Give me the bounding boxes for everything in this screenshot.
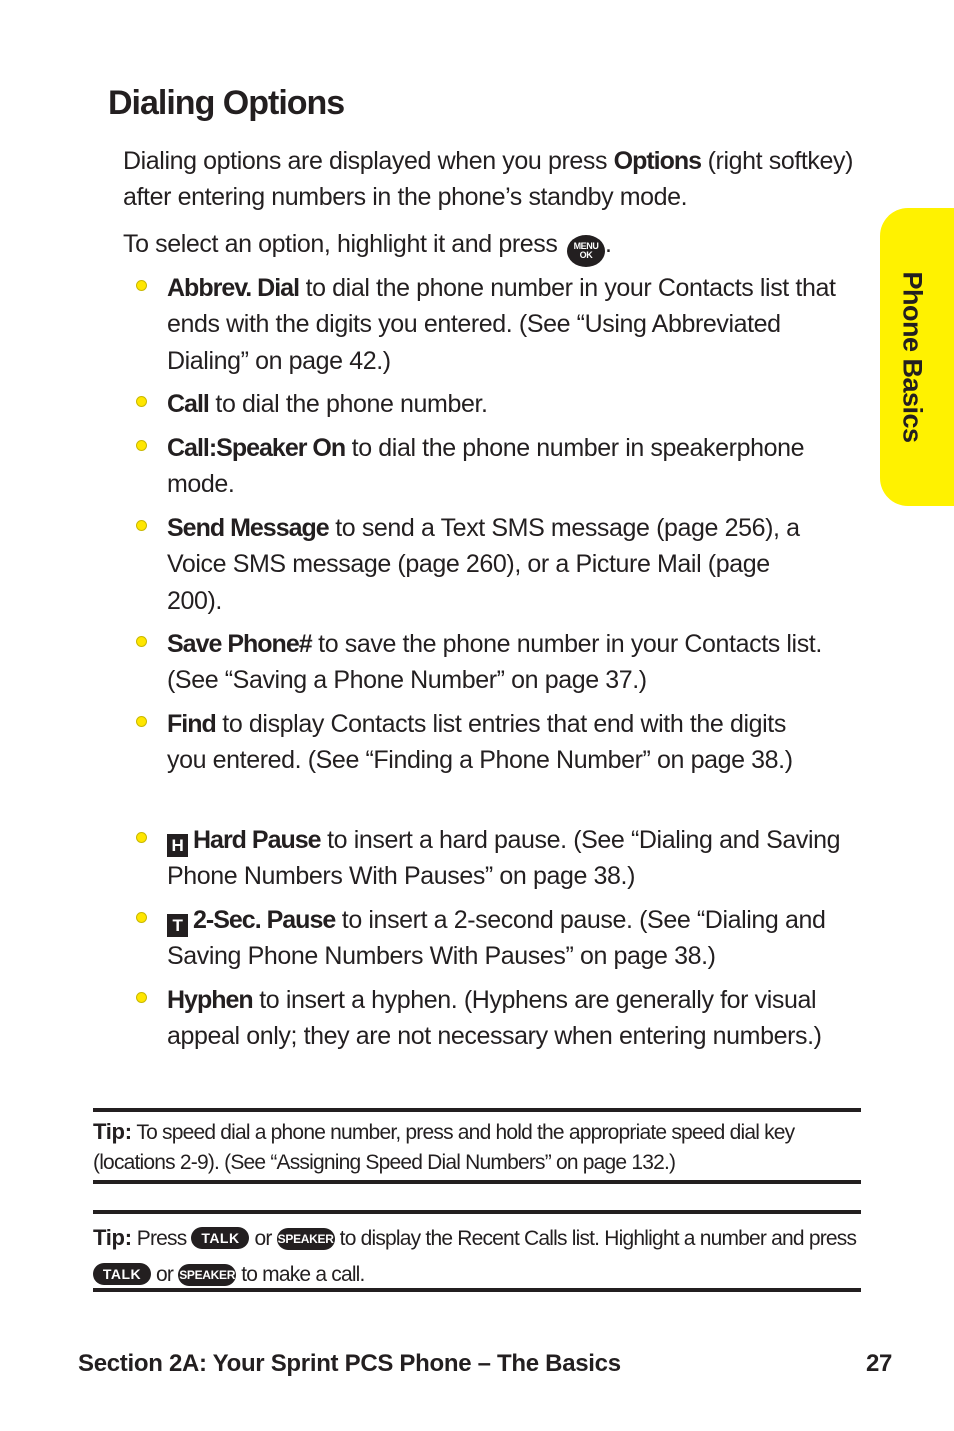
- list-item: [167, 982, 867, 1055]
- tip-or: or: [151, 1263, 179, 1286]
- option-term: Save Phone#: [167, 630, 312, 658]
- option-term: Call:Speaker On: [167, 434, 346, 462]
- bullet-dot-icon: [136, 832, 147, 843]
- footer-section-title: Section 2A: Your Sprint PCS Phone – The Basics: [78, 1350, 621, 1377]
- list-item: [167, 626, 867, 699]
- list-item: [167, 822, 867, 895]
- option-description: to insert a hard pause. (See “Dialing and Saving Phone Numbers With Pauses” on page 38.): [167, 826, 841, 891]
- page-title: Dialing Options: [108, 84, 345, 122]
- bullet-dot-icon: [136, 992, 147, 1003]
- list-item: [167, 270, 867, 379]
- option-term: 2-Sec. Pause: [193, 906, 336, 934]
- tip-label: Tip:: [93, 1119, 132, 1144]
- menu-ok-key-icon: [567, 235, 605, 267]
- list-item: [167, 902, 867, 975]
- option-term: Hard Pause: [193, 826, 321, 854]
- select-instruction-end: .: [605, 230, 612, 258]
- tip-body-middle: to display the Recent Calls list. Highlight a number and press: [334, 1227, 857, 1250]
- bullet-dot-icon: [136, 912, 147, 923]
- hard-pause-key-icon: H: [167, 834, 188, 857]
- list-item: [167, 386, 867, 422]
- tip-body-end: to make a call.: [236, 1263, 365, 1286]
- list-item: [167, 430, 867, 503]
- tip-text: [93, 1117, 861, 1178]
- intro-text-start: Dialing options are displayed when you press: [123, 147, 614, 175]
- footer-page-number: 27: [866, 1350, 893, 1377]
- select-instruction-text: To select an option, highlight it and press: [123, 230, 565, 258]
- option-term: Send Message: [167, 514, 329, 542]
- intro-paragraph: [123, 143, 863, 215]
- options-term: Options: [613, 147, 702, 175]
- bullet-dot-icon: [136, 636, 147, 647]
- option-description: to send a Text SMS message (page 256), a Voice SMS message (page 260), or a Picture Mail (page 200).: [167, 514, 800, 615]
- ok-key-label: OK: [579, 250, 593, 260]
- list-item: [167, 706, 817, 779]
- bullet-dot-icon: [136, 440, 147, 451]
- list-item: [167, 510, 817, 619]
- option-term: Abbrev. Dial: [167, 274, 300, 302]
- option-description: to insert a hyphen. (Hyphens are generally for visual appeal only; they are not necessary when entering numbers.): [167, 986, 822, 1051]
- talk-key-icon: TALK: [93, 1263, 151, 1285]
- option-description: to dial the phone number in speakerphone mode.: [167, 434, 805, 499]
- option-description: to dial the phone number.: [208, 390, 488, 418]
- bullet-dot-icon: [136, 396, 147, 407]
- tip-body-start: Press: [131, 1227, 192, 1250]
- option-term: Call: [167, 390, 209, 418]
- tip-box-recent-calls: [93, 1210, 861, 1292]
- speaker-key-icon: SPEAKER: [277, 1228, 335, 1250]
- option-description: to display Contacts list entries that end with the digits you entered. (See “Finding a Phone Number” on page 38.): [167, 710, 793, 775]
- tip-or: or: [249, 1227, 277, 1250]
- menu-key-label: MENU: [573, 241, 599, 251]
- tip-label: Tip:: [93, 1225, 132, 1250]
- two-second-pause-key-icon: T: [167, 914, 188, 937]
- intro-text-end: (right softkey) after entering numbers in the phone’s standby mode.: [123, 147, 854, 211]
- option-description: to dial the phone number in your Contacts list that ends with the digits you entered. (See “Using Abbreviated Dialing” on page 42.): [167, 274, 836, 375]
- tip-text: [93, 1220, 861, 1293]
- option-term: Find: [167, 710, 216, 738]
- bullet-dot-icon: [136, 716, 147, 727]
- side-tab-label: Phone Basics: [897, 271, 928, 443]
- option-description: to insert a 2-second pause. (See “Dialing and Saving Phone Numbers With Pauses” on page 38.): [167, 906, 826, 971]
- bullet-dot-icon: [136, 280, 147, 291]
- speaker-key-icon: SPEAKER: [178, 1264, 236, 1286]
- tip-box-speed-dial: [93, 1108, 861, 1184]
- tip-body: To speed dial a phone number, press and hold the appropriate speed dial key (locations 2-9). (See “Assigning Speed Dial Numbers” on page 132.): [93, 1121, 795, 1174]
- bullet-dot-icon: [136, 520, 147, 531]
- select-instruction: [123, 226, 863, 267]
- option-term: Hyphen: [167, 986, 253, 1014]
- option-description: to save the phone number in your Contacts list. (See “Saving a Phone Number” on page 37.): [167, 630, 822, 695]
- talk-key-icon: TALK: [191, 1227, 249, 1249]
